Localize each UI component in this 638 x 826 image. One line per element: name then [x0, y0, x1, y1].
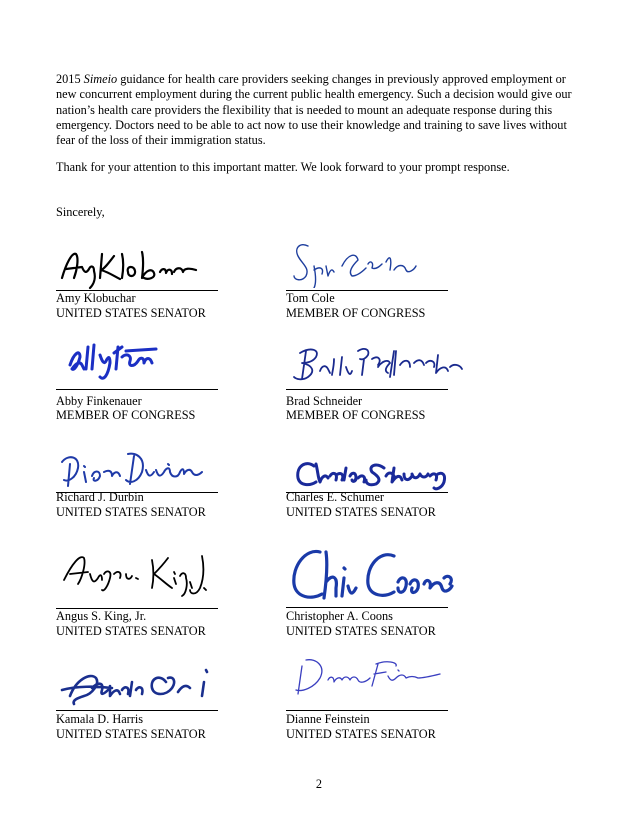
signature-klobuchar [56, 238, 226, 290]
signatory-name: Amy Klobuchar [56, 291, 136, 305]
signature-stroke [294, 551, 452, 598]
signature-stroke [62, 252, 196, 288]
signature-stroke [294, 245, 416, 288]
signature-stroke [64, 556, 206, 596]
paragraph-1-italic: Simeio [83, 72, 118, 86]
signatory-title: MEMBER OF CONGRESS [56, 408, 196, 422]
body-paragraph-2: Thank for your attention to this important matter. We look forward to your prompt response. [56, 160, 510, 174]
signatory-name: Charles E. Schumer [286, 490, 385, 504]
signatory-title: UNITED STATES SENATOR [56, 505, 206, 519]
signature-schumer [286, 444, 466, 496]
signatory-name: Dianne Feinstein [286, 712, 370, 726]
signatory-name: Richard J. Durbin [56, 490, 144, 504]
closing-salutation: Sincerely, [56, 205, 105, 219]
signatory-name: Kamala D. Harris [56, 712, 144, 726]
signature-stroke [62, 454, 202, 486]
signature-coons [286, 538, 466, 606]
signature-schneider [286, 337, 476, 389]
signatory-title: UNITED STATES SENATOR [56, 306, 206, 320]
signatory-name: Angus S. King, Jr. [56, 609, 147, 623]
signature-cole [286, 236, 456, 288]
signature-finkenauer [56, 335, 226, 387]
signature-durbin [56, 442, 226, 494]
signature-stroke [298, 464, 445, 489]
signature-stroke [70, 345, 156, 378]
signature-king [56, 544, 226, 600]
paragraph-1-start: 2015 [56, 72, 84, 86]
signatory-name: Brad Schneider [286, 394, 363, 408]
signatory-title: MEMBER OF CONGRESS [286, 306, 426, 320]
page-number: 2 [315, 777, 323, 791]
body-paragraph-1 [56, 72, 586, 148]
signatory-name: Christopher A. Coons [286, 609, 393, 623]
paragraph-1-rest: guidance for health care providers seeking changes in previously approved employment or new concurrent employment during the current public health emergency. Such a decision would give our nation’s health care providers the flexibility that is needed to mount an adequate response during this emergency. Doctors need to be able to act now to use their knowledge and training to save lives without fear of the loss of their immigration status. [56, 72, 572, 148]
signature-stroke [62, 670, 207, 704]
signature-stroke [294, 349, 462, 379]
signatory-title: UNITED STATES SENATOR [56, 624, 206, 638]
signature-feinstein [286, 652, 456, 700]
signatory-title: UNITED STATES SENATOR [286, 624, 436, 638]
signatory-name: Abby Finkenauer [56, 394, 142, 408]
signature-harris [56, 660, 246, 710]
signatory-title: MEMBER OF CONGRESS [286, 408, 426, 422]
signatory-title: UNITED STATES SENATOR [286, 505, 436, 519]
signature-stroke [296, 660, 440, 694]
signatory-name: Tom Cole [286, 291, 335, 305]
signatory-title: UNITED STATES SENATOR [56, 727, 206, 741]
signatory-title: UNITED STATES SENATOR [286, 727, 436, 741]
